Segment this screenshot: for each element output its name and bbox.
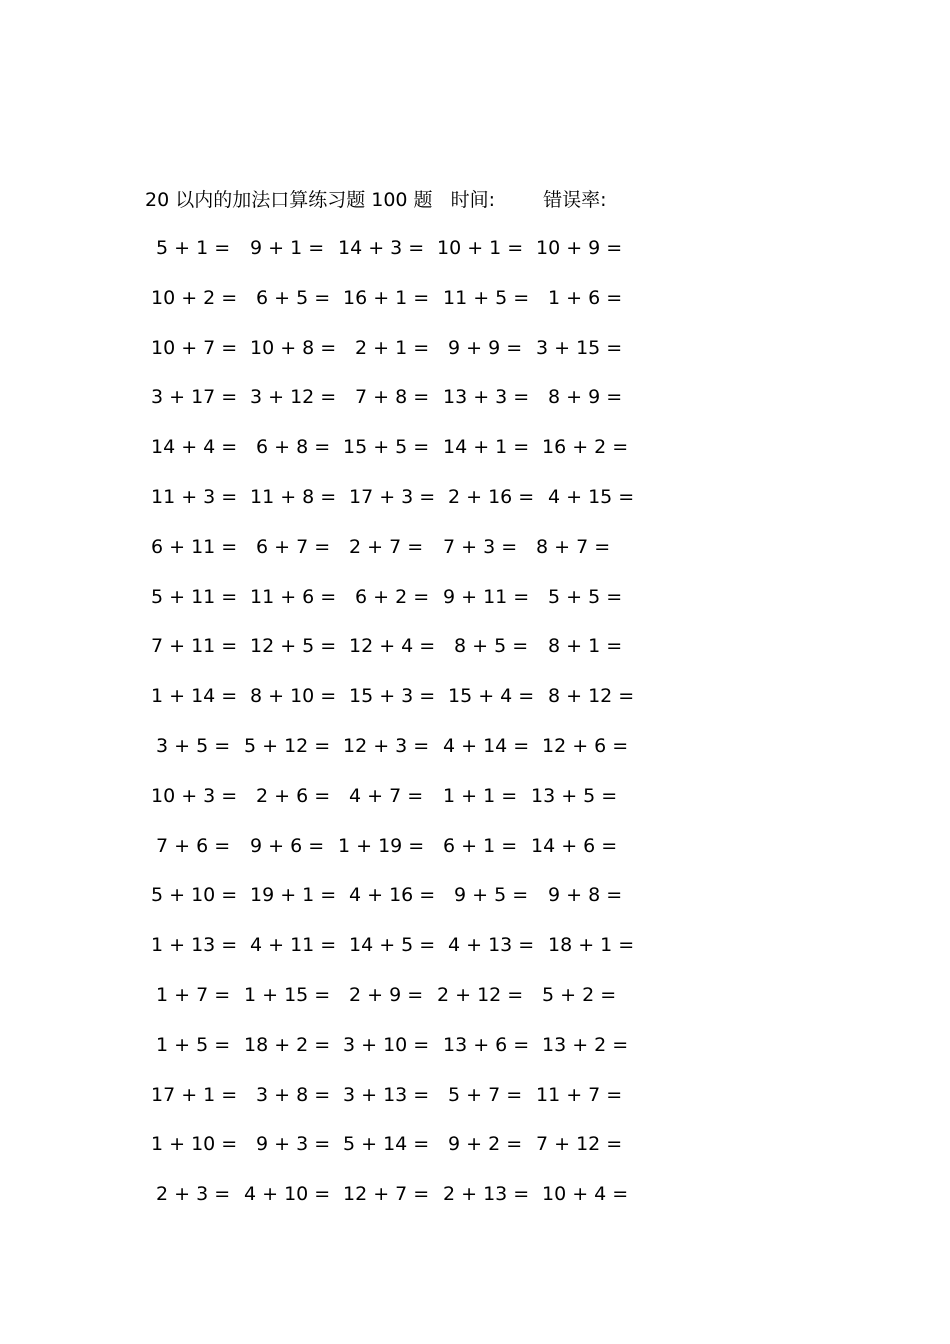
problem-r9-c2: 12 + 5 =	[250, 635, 337, 657]
problem-r8-c1: 5 + 11 =	[151, 586, 238, 608]
problem-r16-c4: 2 + 12 =	[437, 984, 524, 1006]
problem-r2-c4: 11 + 5 =	[443, 287, 530, 309]
problem-r15-c5: 18 + 1 =	[548, 934, 635, 956]
problem-r11-c5: 12 + 6 =	[542, 735, 629, 757]
problem-r12-c4: 1 + 1 =	[443, 785, 518, 807]
problem-r3-c4: 9 + 9 =	[448, 337, 523, 359]
problem-r4-c5: 8 + 9 =	[548, 386, 623, 408]
error-rate-label: 错误率:	[543, 189, 607, 211]
problem-r2-c5: 1 + 6 =	[548, 287, 623, 309]
problem-r6-c5: 4 + 15 =	[548, 486, 635, 508]
problem-r2-c3: 16 + 1 =	[343, 287, 430, 309]
problem-r11-c1: 3 + 5 =	[156, 735, 231, 757]
problem-r6-c1: 11 + 3 =	[151, 486, 238, 508]
problem-r14-c3: 4 + 16 =	[349, 884, 436, 906]
problem-r13-c3: 1 + 19 =	[338, 835, 425, 857]
problem-r10-c4: 15 + 4 =	[448, 685, 535, 707]
problem-r16-c5: 5 + 2 =	[542, 984, 617, 1006]
time-label: 时间:	[450, 189, 496, 211]
problem-r14-c1: 5 + 10 =	[151, 884, 238, 906]
problem-r1-c5: 10 + 9 =	[536, 237, 623, 259]
problem-r16-c2: 1 + 15 =	[244, 984, 331, 1006]
problem-r11-c4: 4 + 14 =	[443, 735, 530, 757]
problem-r12-c1: 10 + 3 =	[151, 785, 238, 807]
problem-r16-c1: 1 + 7 =	[156, 984, 231, 1006]
problem-r15-c4: 4 + 13 =	[448, 934, 535, 956]
problem-r15-c1: 1 + 13 =	[151, 934, 238, 956]
problem-r13-c2: 9 + 6 =	[250, 835, 325, 857]
problem-r11-c2: 5 + 12 =	[244, 735, 331, 757]
problem-r4-c4: 13 + 3 =	[443, 386, 530, 408]
worksheet-title: 20 以内的加法口算练习题 100 题	[145, 189, 433, 211]
problem-r2-c2: 6 + 5 =	[256, 287, 331, 309]
problem-r4-c3: 7 + 8 =	[355, 386, 430, 408]
problem-r18-c1: 17 + 1 =	[151, 1084, 238, 1106]
problem-r17-c5: 13 + 2 =	[542, 1034, 629, 1056]
problem-r12-c3: 4 + 7 =	[349, 785, 424, 807]
problem-r18-c2: 3 + 8 =	[256, 1084, 331, 1106]
problem-r10-c5: 8 + 12 =	[548, 685, 635, 707]
problem-r13-c1: 7 + 6 =	[156, 835, 231, 857]
problem-r6-c3: 17 + 3 =	[349, 486, 436, 508]
problem-r3-c5: 3 + 15 =	[536, 337, 623, 359]
problem-r5-c3: 15 + 5 =	[343, 436, 430, 458]
problem-r17-c4: 13 + 6 =	[443, 1034, 530, 1056]
problem-r9-c4: 8 + 5 =	[454, 635, 529, 657]
problem-r16-c3: 2 + 9 =	[349, 984, 424, 1006]
problem-r10-c3: 15 + 3 =	[349, 685, 436, 707]
problem-r8-c5: 5 + 5 =	[548, 586, 623, 608]
problem-r1-c2: 9 + 1 =	[250, 237, 325, 259]
problem-r7-c3: 2 + 7 =	[349, 536, 424, 558]
problem-r10-c2: 8 + 10 =	[250, 685, 337, 707]
problem-r20-c1: 2 + 3 =	[156, 1183, 231, 1205]
problem-r11-c3: 12 + 3 =	[343, 735, 430, 757]
problem-r2-c1: 10 + 2 =	[151, 287, 238, 309]
problem-r9-c5: 8 + 1 =	[548, 635, 623, 657]
problem-r7-c5: 8 + 7 =	[536, 536, 611, 558]
problem-r1-c4: 10 + 1 =	[437, 237, 524, 259]
problem-r20-c4: 2 + 13 =	[443, 1183, 530, 1205]
problem-r17-c2: 18 + 2 =	[244, 1034, 331, 1056]
problem-r3-c3: 2 + 1 =	[355, 337, 430, 359]
problem-r19-c4: 9 + 2 =	[448, 1133, 523, 1155]
problem-r12-c5: 13 + 5 =	[531, 785, 618, 807]
problem-r6-c4: 2 + 16 =	[448, 486, 535, 508]
problem-r19-c5: 7 + 12 =	[536, 1133, 623, 1155]
problem-r10-c1: 1 + 14 =	[151, 685, 238, 707]
problem-r7-c4: 7 + 3 =	[443, 536, 518, 558]
problem-r1-c3: 14 + 3 =	[338, 237, 425, 259]
problem-r18-c3: 3 + 13 =	[343, 1084, 430, 1106]
problem-r5-c4: 14 + 1 =	[443, 436, 530, 458]
problem-r1-c1: 5 + 1 =	[156, 237, 231, 259]
problem-r20-c2: 4 + 10 =	[244, 1183, 331, 1205]
problem-r5-c2: 6 + 8 =	[256, 436, 331, 458]
problem-r6-c2: 11 + 8 =	[250, 486, 337, 508]
problem-r15-c3: 14 + 5 =	[349, 934, 436, 956]
problem-r13-c4: 6 + 1 =	[443, 835, 518, 857]
problem-r13-c5: 14 + 6 =	[531, 835, 618, 857]
problem-r5-c1: 14 + 4 =	[151, 436, 238, 458]
problem-r8-c3: 6 + 2 =	[355, 586, 430, 608]
problem-r4-c1: 3 + 17 =	[151, 386, 238, 408]
problem-r9-c1: 7 + 11 =	[151, 635, 238, 657]
problem-r17-c1: 1 + 5 =	[156, 1034, 231, 1056]
problem-r20-c5: 10 + 4 =	[542, 1183, 629, 1205]
problem-r7-c1: 6 + 11 =	[151, 536, 238, 558]
problem-r17-c3: 3 + 10 =	[343, 1034, 430, 1056]
problem-r7-c2: 6 + 7 =	[256, 536, 331, 558]
problem-r4-c2: 3 + 12 =	[250, 386, 337, 408]
problem-r8-c2: 11 + 6 =	[250, 586, 337, 608]
problem-r14-c5: 9 + 8 =	[548, 884, 623, 906]
problem-r14-c2: 19 + 1 =	[250, 884, 337, 906]
problem-r9-c3: 12 + 4 =	[349, 635, 436, 657]
problem-r18-c4: 5 + 7 =	[448, 1084, 523, 1106]
problem-r3-c1: 10 + 7 =	[151, 337, 238, 359]
problem-r20-c3: 12 + 7 =	[343, 1183, 430, 1205]
problem-r5-c5: 16 + 2 =	[542, 436, 629, 458]
problem-r15-c2: 4 + 11 =	[250, 934, 337, 956]
problem-r19-c2: 9 + 3 =	[256, 1133, 331, 1155]
problem-r12-c2: 2 + 6 =	[256, 785, 331, 807]
problem-r19-c3: 5 + 14 =	[343, 1133, 430, 1155]
problem-r18-c5: 11 + 7 =	[536, 1084, 623, 1106]
problem-r8-c4: 9 + 11 =	[443, 586, 530, 608]
problem-r14-c4: 9 + 5 =	[454, 884, 529, 906]
problem-r19-c1: 1 + 10 =	[151, 1133, 238, 1155]
problem-r3-c2: 10 + 8 =	[250, 337, 337, 359]
